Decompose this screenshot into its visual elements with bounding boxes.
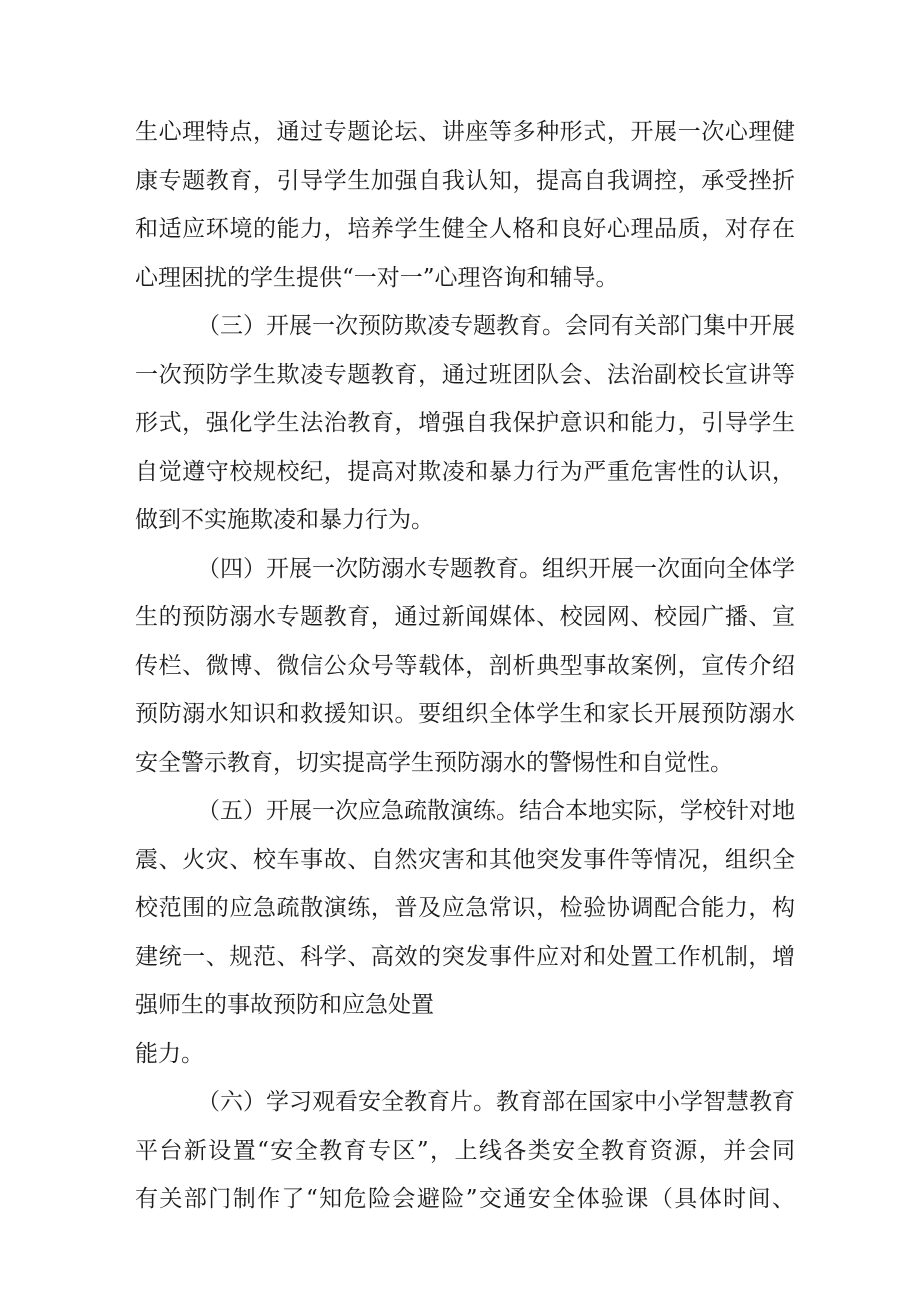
- text-line: 自觉遵守校规校纪，提高对欺凌和暴力行为严重危害性的认识，: [135, 458, 795, 485]
- text-line: 一次预防学生欺凌专题教育，通过班团队会、法治副校长宣讲等: [135, 361, 795, 388]
- text-line: （六）学习观看安全教育片。教育部在国家中小学智慧教育: [197, 1089, 795, 1115]
- text-line: 强师生的事故预防和应急处置: [135, 992, 434, 1018]
- text-line: 传栏、微博、微信公众号等载体，剖析典型事故案例，宣传介绍: [135, 652, 795, 679]
- text-line: 建统一、规范、科学、高效的突发事件应对和处置工作机制，增: [135, 943, 795, 970]
- text-line: 做到不实施欺凌和暴力行为。: [135, 507, 434, 533]
- text-line: 平台新设置“安全教育专区”，上线各类安全教育资源，并会同: [135, 1137, 795, 1164]
- paragraph-anti-bullying: [135, 302, 795, 545]
- text-line: 校范围的应急疏散演练，普及应急常识，检验协调配合能力，构: [135, 895, 795, 921]
- paragraph-evacuation-drill: [135, 787, 795, 1078]
- text-line: （三）开展一次预防欺凌专题教育。会同有关部门集中开展: [197, 313, 795, 339]
- text-line: 形式，强化学生法治教育，增强自我保护意识和能力，引导学生: [135, 410, 795, 436]
- document-body: [135, 108, 795, 1224]
- text-line: 生的预防溺水专题教育，通过新闻媒体、校园网、校园广播、宣: [135, 604, 795, 630]
- text-line: 和适应环境的能力，培养学生健全人格和良好心理品质，对存在: [135, 216, 795, 242]
- text-line: （五）开展一次应急疏散演练。结合本地实际，学校针对地: [197, 798, 795, 824]
- text-line: 能力。: [135, 1040, 204, 1067]
- text-line: 震、火灾、校车事故、自然灾害和其他突发事件等情况，组织全: [135, 846, 795, 873]
- text-line: 心理困扰的学生提供“一对一”心理咨询和辅导。: [135, 264, 619, 291]
- text-line: 预防溺水知识和救援知识。要组织全体学生和家长开展预防溺水: [135, 701, 795, 727]
- paragraph-drowning-prevention: [135, 545, 795, 788]
- paragraph-psychology: [135, 108, 795, 302]
- paragraph-safety-video: [135, 1078, 795, 1224]
- text-line: 生心理特点，通过专题论坛、讲座等多种形式，开展一次心理健: [135, 119, 795, 145]
- text-line: （四）开展一次防溺水专题教育。组织开展一次面向全体学: [197, 555, 795, 582]
- text-line: 有关部门制作了“知危险会避险”交通安全体验课（具体时间、: [135, 1186, 795, 1212]
- text-line: 安全警示教育，切实提高学生预防溺水的警惕性和自觉性。: [135, 749, 733, 776]
- text-line: 康专题教育，引导学生加强自我认知，提高自我调控，承受挫折: [135, 167, 795, 194]
